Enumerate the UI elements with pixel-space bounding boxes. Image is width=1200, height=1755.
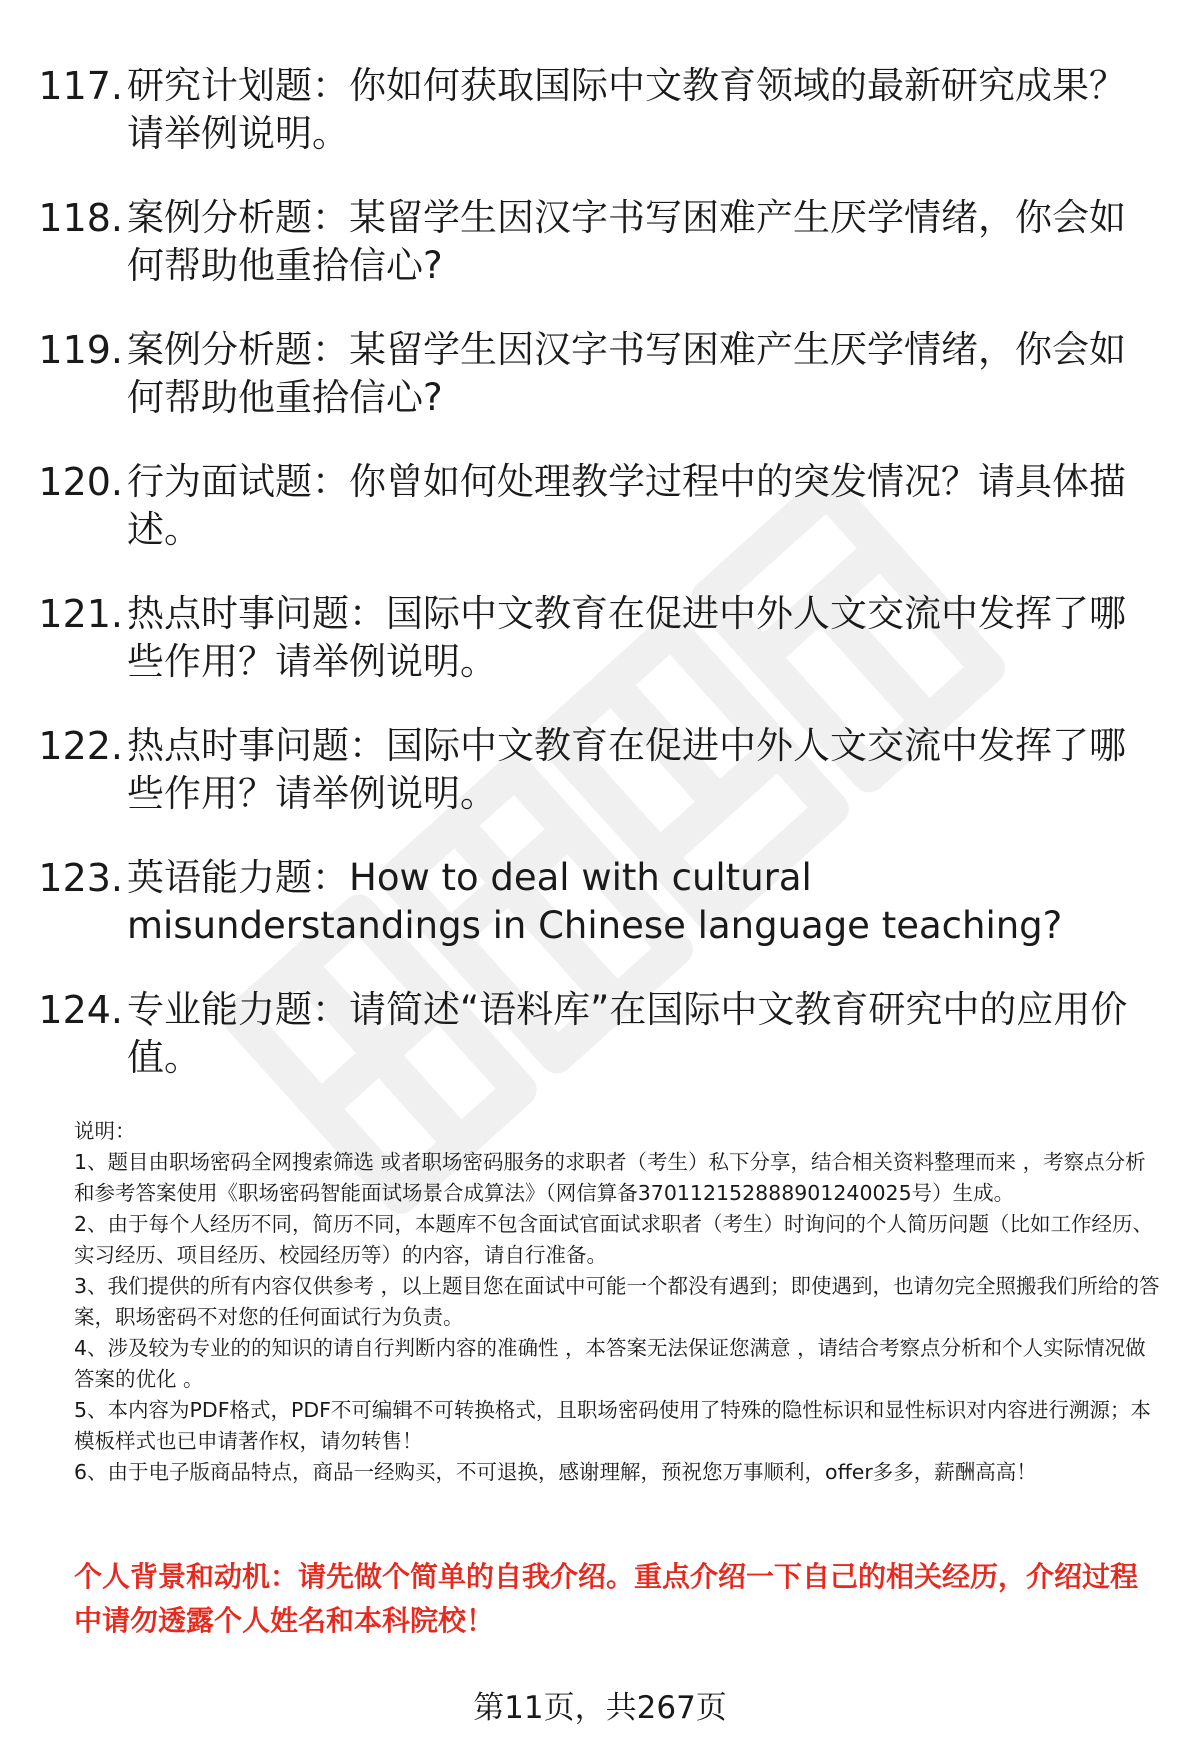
- question-text: 行为面试题：你曾如何处理教学过程中的突发情况？请具体描述。: [127, 460, 1126, 551]
- question-number: 121.: [38, 592, 123, 636]
- question-item: [0, 326, 1200, 458]
- question-number: 117.: [38, 64, 123, 108]
- question-item: [0, 458, 1200, 590]
- question-text: 研究计划题：你如何获取国际中文教育领域的最新研究成果？请举例说明。: [127, 64, 1126, 155]
- question-item: [0, 590, 1200, 722]
- question-list: [0, 62, 1200, 1118]
- question-text: 专业能力题：请简述“语料库”在国际中文教育研究中的应用价值。: [127, 988, 1128, 1079]
- highlight-prompt: 个人背景和动机：请先做个简单的自我介绍。重点介绍一下自己的相关经历，介绍过程中请勿透露个人姓名和本科院校！: [74, 1560, 1139, 1637]
- question-number: 124.: [38, 988, 123, 1032]
- question-text: 案例分析题：某留学生因汉字书写困难产生厌学情绪，你会如何帮助他重拾信心?: [127, 328, 1126, 419]
- question-text: 英语能力题：How to deal with cultural misunderstandings in Chinese language teaching?: [127, 856, 1063, 947]
- question-item: [0, 854, 1200, 986]
- note-item: 5、本内容为PDF格式，PDF不可编辑不可转换格式，且职场密码使用了特殊的隐性标识和显性标识对内容进行溯源；本模板样式也已申请著作权，请勿转售！: [74, 1398, 1151, 1453]
- question-item: [0, 194, 1200, 326]
- question-number: 122.: [38, 724, 123, 768]
- note-item: 2、由于每个人经历不同，简历不同，本题库不包含面试官面试求职者（考生）时询问的个人简历问题（比如工作经历、实习经历、项目经历、校园经历等）的内容，请自行准备。: [74, 1212, 1154, 1267]
- question-number: 119.: [38, 328, 123, 372]
- question-text: 案例分析题：某留学生因汉字书写困难产生厌学情绪，你会如何帮助他重拾信心?: [127, 196, 1126, 287]
- notes-heading: 说明：: [74, 1119, 136, 1143]
- note-item: 3、我们提供的所有内容仅供参考 ，以上题目您在面试中可能一个都没有遇到；即使遇到，也请勿完全照搬我们所给的答案，职场密码不对您的任何面试行为负责。: [74, 1274, 1160, 1329]
- notes-section: [74, 1116, 1164, 1488]
- question-text: 热点时事问题：国际中文教育在促进中外人文交流中发挥了哪些作用？请举例说明。: [127, 724, 1126, 815]
- note-item: 6、由于电子版商品特点，商品一经购买，不可退换，感谢理解，预祝您万事顺利，offer多多，薪酬高高！: [74, 1460, 1037, 1484]
- question-item: [0, 62, 1200, 194]
- question-item: [0, 722, 1200, 854]
- question-number: 118.: [38, 196, 123, 240]
- note-item: 1、题目由职场密码全网搜索筛选 或者职场密码服务的求职者（考生）私下分享，结合相关资料整理而来 ，考察点分析和参考答案使用《职场密码智能面试场景合成算法》（网信算备370112152888901240025号）生成。: [74, 1150, 1146, 1205]
- question-item: [0, 986, 1200, 1118]
- question-text: 热点时事问题：国际中文教育在促进中外人文交流中发挥了哪些作用？请举例说明。: [127, 592, 1126, 683]
- question-number: 120.: [38, 460, 123, 504]
- question-number: 123.: [38, 856, 123, 900]
- note-item: 4、涉及较为专业的的知识的请自行判断内容的准确性 ，本答案无法保证您满意 ，请结合考察点分析和个人实际情况做答案的优化 。: [74, 1336, 1146, 1391]
- page-footer: 第11页，共267页: [473, 1690, 727, 1726]
